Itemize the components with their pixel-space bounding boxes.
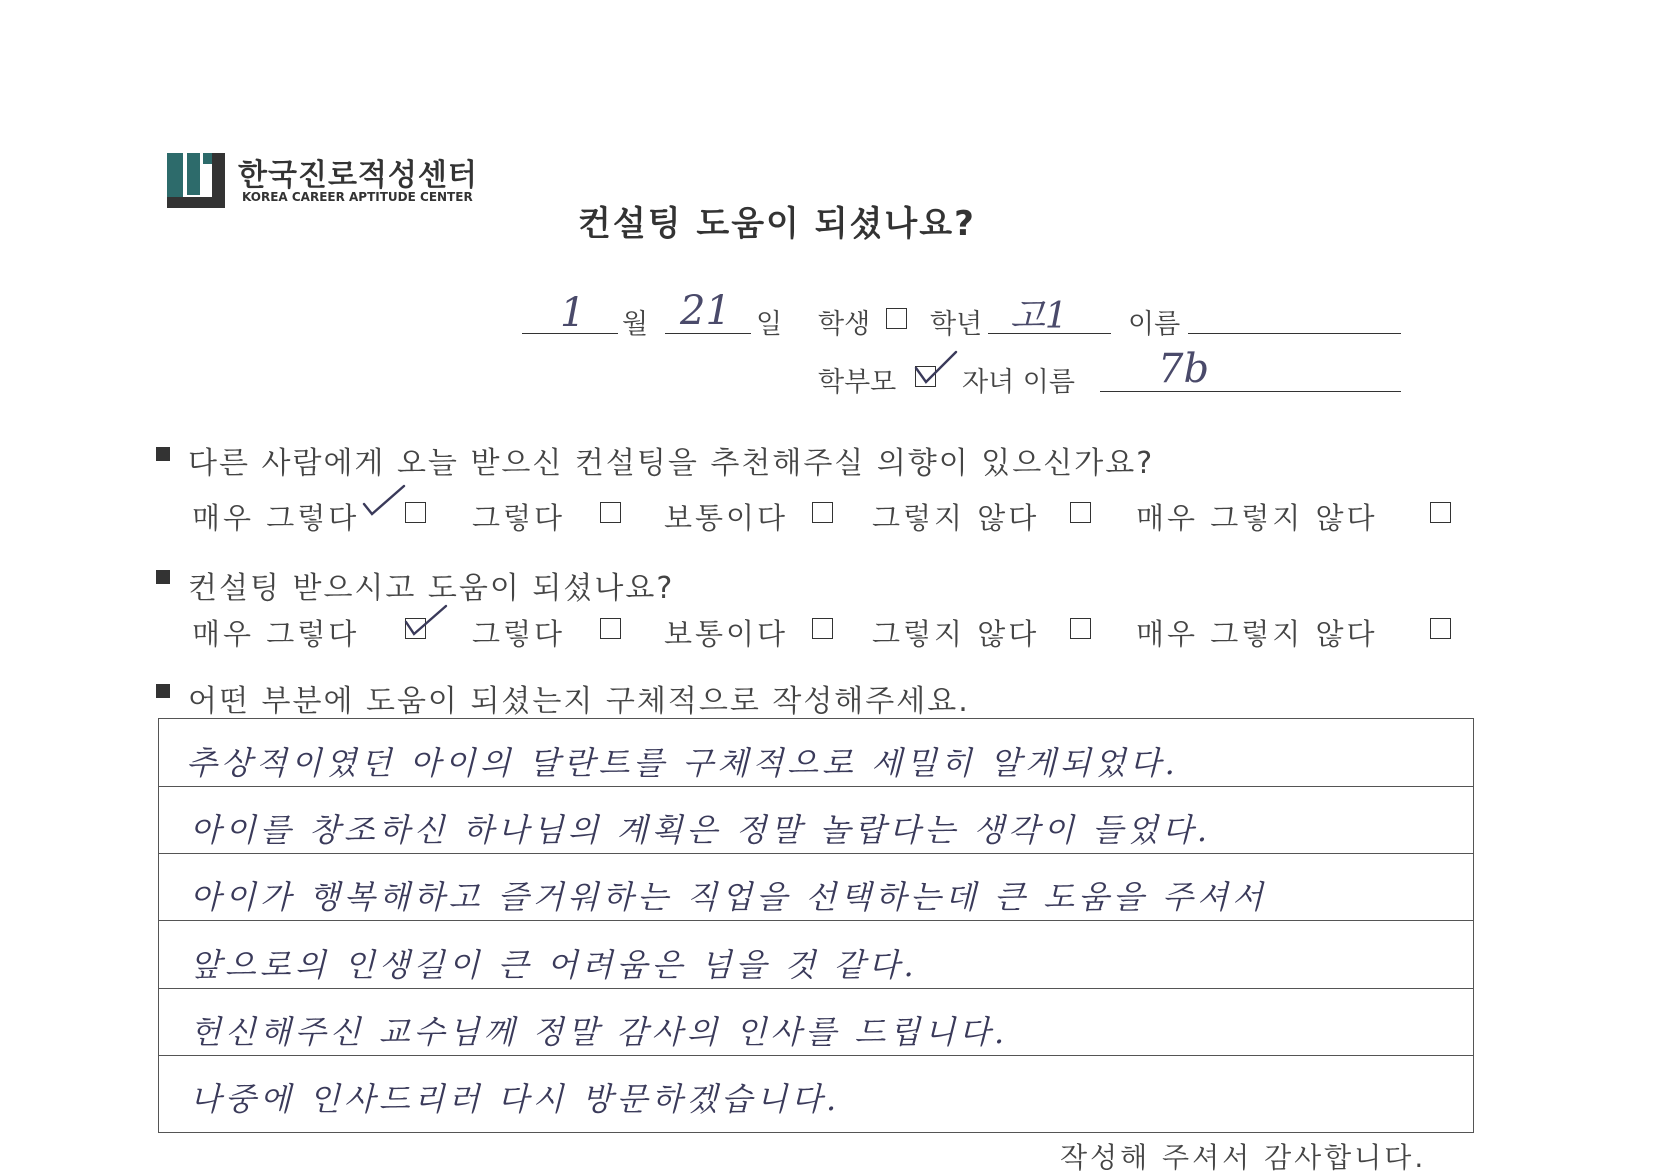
student-checkbox[interactable]: [886, 308, 907, 329]
q1-option-4-label: 그렇지 않다: [872, 501, 1040, 535]
q2-check-mark-icon: [400, 600, 452, 642]
q2-option-5-label: 매우 그렇지 않다: [1136, 617, 1378, 651]
q2-option-2-label: 그렇다: [472, 617, 566, 651]
name-underline: [1188, 333, 1401, 334]
question-1-text: 다른 사람에게 오늘 받으신 컨설팅을 추천해주실 의향이 있으신가요?: [188, 446, 1155, 481]
q1-option-4-checkbox[interactable]: [1070, 502, 1091, 523]
grade-value[interactable]: 고1: [1010, 296, 1068, 337]
answer-rule: [158, 786, 1474, 787]
q2-option-2-checkbox[interactable]: [600, 618, 621, 639]
answer-rule: [158, 1055, 1474, 1056]
answer-rule: [158, 988, 1474, 989]
q1-option-1-label: 매우 그렇다: [192, 501, 360, 535]
bullet-square-icon: [156, 447, 170, 461]
q1-option-3-label: 보통이다: [664, 501, 789, 535]
q2-option-1-label: 매우 그렇다: [192, 617, 360, 651]
answer-line-3: 아이가 행복해하고 즐거워하는 직업을 선택하는데 큰 도움을 주셔서: [190, 878, 1267, 916]
logo-text-korean: 한국진로적성센터: [238, 158, 478, 193]
answer-line-1: 추상적이였던 아이의 달란트를 구체적으로 세밀히 알게되었다.: [186, 744, 1179, 782]
answer-line-2: 아이를 창조하신 하나님의 계획은 정말 놀랍다는 생각이 들었다.: [190, 811, 1212, 849]
answer-line-6: 나중에 인사드리러 다시 방문하겠습니다.: [190, 1080, 841, 1118]
student-label: 학생: [818, 309, 871, 340]
answer-line-5: 헌신해주신 교수님께 정말 감사의 인사를 드립니다.: [190, 1013, 1009, 1051]
question-2-text: 컨설팅 받으시고 도움이 되셨나요?: [188, 571, 675, 606]
parent-label: 학부모: [818, 367, 897, 398]
bullet-square-icon: [156, 570, 170, 584]
q1-option-2-label: 그렇다: [472, 501, 566, 535]
question-3-text: 어떤 부분에 도움이 되셨는지 구체적으로 작성해주세요.: [188, 684, 970, 719]
q1-option-5-label: 매우 그렇지 않다: [1136, 501, 1378, 535]
q2-option-3-label: 보통이다: [664, 617, 789, 651]
child-name-label: 자녀 이름: [962, 367, 1075, 398]
q2-option-4-label: 그렇지 않다: [872, 617, 1040, 651]
day-value[interactable]: 21: [680, 288, 731, 334]
month-label: 월: [622, 309, 649, 340]
child-name-value[interactable]: 7b: [1158, 346, 1210, 392]
q2-option-4-checkbox[interactable]: [1070, 618, 1091, 639]
answer-rule: [158, 853, 1474, 854]
q1-option-5-checkbox[interactable]: [1430, 502, 1451, 523]
day-label: 일: [756, 309, 783, 340]
q2-option-3-checkbox[interactable]: [812, 618, 833, 639]
logo-text-english: KOREA CAREER APTITUDE CENTER: [242, 190, 473, 204]
q1-check-mark-icon: [360, 482, 410, 522]
thanks-message: 작성해 주셔서 감사합니다.: [1060, 1141, 1427, 1174]
grade-label: 학년: [930, 309, 983, 340]
page-title: 컨설팅 도움이 되셨나요?: [578, 204, 976, 244]
name-label: 이름: [1128, 309, 1181, 340]
q1-option-2-checkbox[interactable]: [600, 502, 621, 523]
child-name-underline: [1100, 391, 1401, 392]
q1-option-3-checkbox[interactable]: [812, 502, 833, 523]
answer-rule: [158, 920, 1474, 921]
answer-line-4: 앞으로의 인생길이 큰 어려움은 넘을 것 같다.: [190, 946, 918, 984]
month-value[interactable]: 1: [560, 290, 586, 336]
logo-mark-icon: [167, 153, 225, 208]
bullet-square-icon: [156, 684, 170, 698]
parent-check-mark-icon: [912, 348, 962, 390]
q2-option-5-checkbox[interactable]: [1430, 618, 1451, 639]
